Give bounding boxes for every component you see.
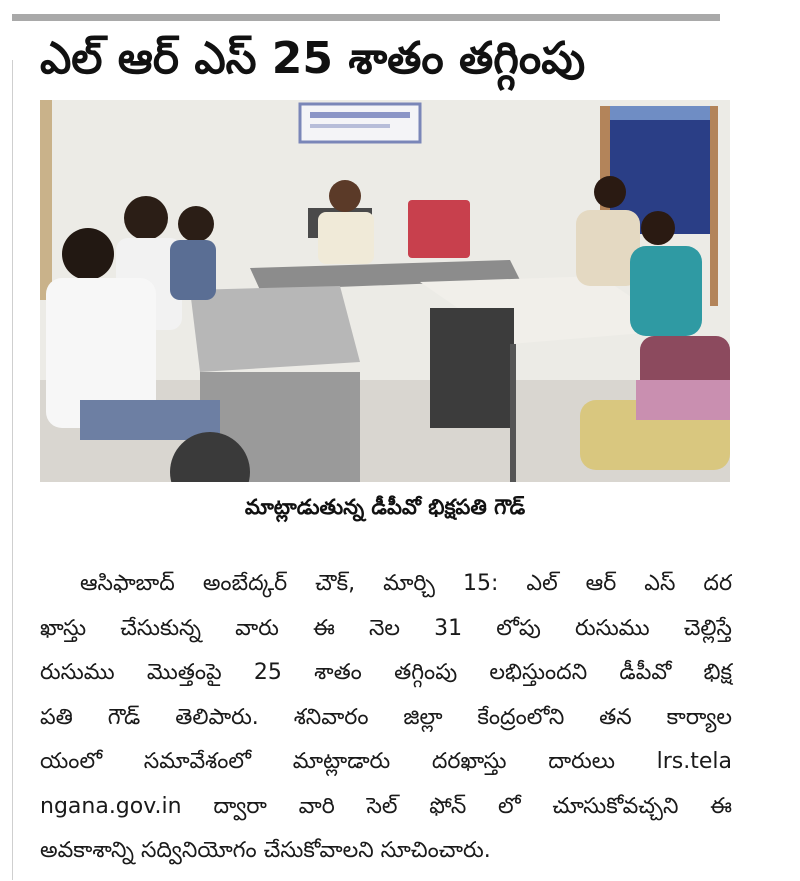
body-line: ఖాస్తు చేసుకున్న వారు ఈ నెల 31 లోపు రుసుము చెల్లిస్తే <box>40 615 732 641</box>
body-line: అవకాశాన్ని సద్వినియోగం చేసుకోవాలని సూచించారు. <box>40 838 491 863</box>
body-line: ఆసిఫాబాద్ అంబేద్కర్ చౌక్, మార్చి 15: ఎల్ ఆర్ ఎస్ దర <box>80 571 732 596</box>
column-rule <box>12 60 13 880</box>
top-divider <box>12 14 720 21</box>
body-line: పతి గౌడ్ తెలిపారు. శనివారం జిల్లా కేంద్రంలోని తన కార్యాల <box>40 704 732 730</box>
meeting-photo-icon <box>40 100 730 482</box>
news-photo <box>40 100 730 482</box>
body-line: యంలో సమావేశంలో మాట్లాడారు దరఖాస్తు దారులు lrs.tela <box>40 749 732 774</box>
article-body <box>40 562 732 874</box>
photo-caption: మాట్లాడుతున్న డీపీవో భిక్షపతి గౌడ్ <box>244 495 526 519</box>
body-line: రుసుము మొత్తంపై 25 శాతం తగ్గింపు లభిస్తుందని డీపీవో భిక్ష <box>40 660 732 685</box>
body-line: ngana.gov.in ద్వారా వారి సెల్ ఫోన్ లో చూసుకోవచ్చని ఈ <box>40 793 732 819</box>
headline: ఎల్ ఆర్ ఎస్ 25 శాతం తగ్గింపు <box>40 33 586 84</box>
